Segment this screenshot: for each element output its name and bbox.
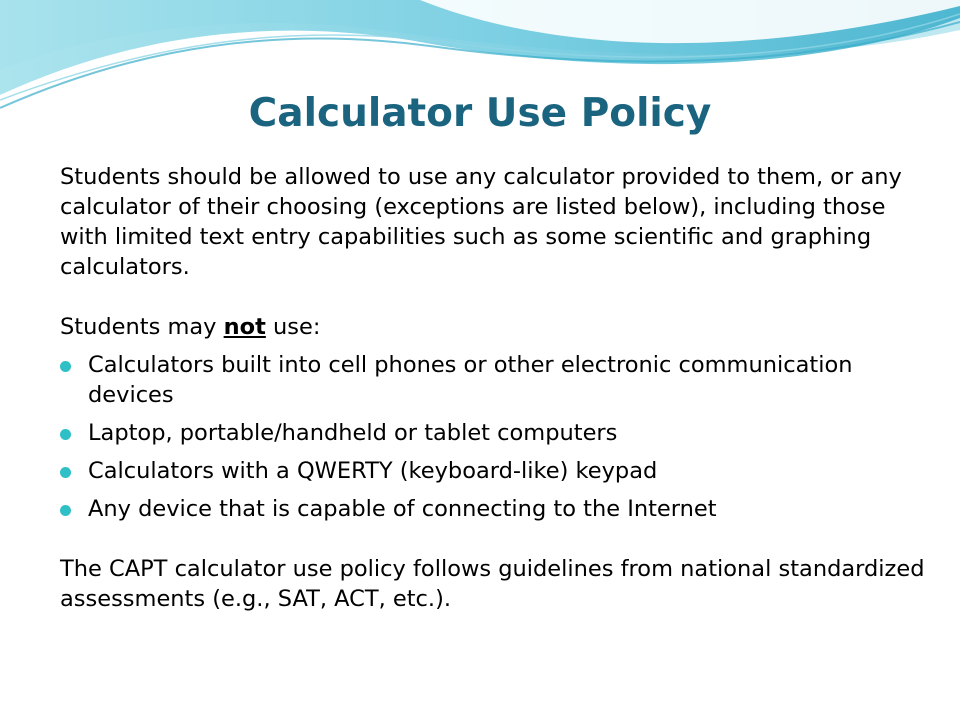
closing-paragraph: The CAPT calculator use policy follows guidelines from national standardized assessments (e.g., SAT, ACT, etc.). bbox=[60, 556, 925, 612]
intro-paragraph: Students should be allowed to use any calculator provided to them, or any calculator of their choosing (exceptions are listed below), including those with limited text entry capabilities such as some scientific and graphing calculators. bbox=[60, 164, 902, 280]
list-item bbox=[60, 494, 940, 524]
bullet-dot-icon bbox=[60, 361, 71, 372]
prohibited-lead bbox=[60, 312, 940, 342]
list-item-text: Any device that is capable of connecting to the Internet bbox=[88, 496, 717, 522]
slide-title: Calculator Use Policy bbox=[248, 91, 712, 136]
list-item bbox=[60, 456, 940, 486]
bullet-dot-icon bbox=[60, 429, 71, 440]
slide-body bbox=[60, 162, 940, 614]
prohibited-list bbox=[60, 350, 940, 524]
prohibited-lead-emphasis: not bbox=[223, 314, 266, 340]
list-item bbox=[60, 350, 940, 410]
prohibited-lead-after: use: bbox=[265, 314, 321, 340]
list-item-text: Laptop, portable/handheld or tablet computers bbox=[88, 420, 618, 446]
prohibited-lead-before: Students may bbox=[60, 314, 224, 340]
bullet-dot-icon bbox=[60, 467, 71, 478]
list-item bbox=[60, 418, 940, 448]
list-item-text: Calculators with a QWERTY (keyboard-like) keypad bbox=[88, 458, 658, 484]
spacer bbox=[60, 524, 940, 554]
spacer bbox=[60, 282, 940, 312]
list-item-text: Calculators built into cell phones or other electronic communication devices bbox=[88, 352, 853, 408]
bullet-dot-icon bbox=[60, 505, 71, 516]
